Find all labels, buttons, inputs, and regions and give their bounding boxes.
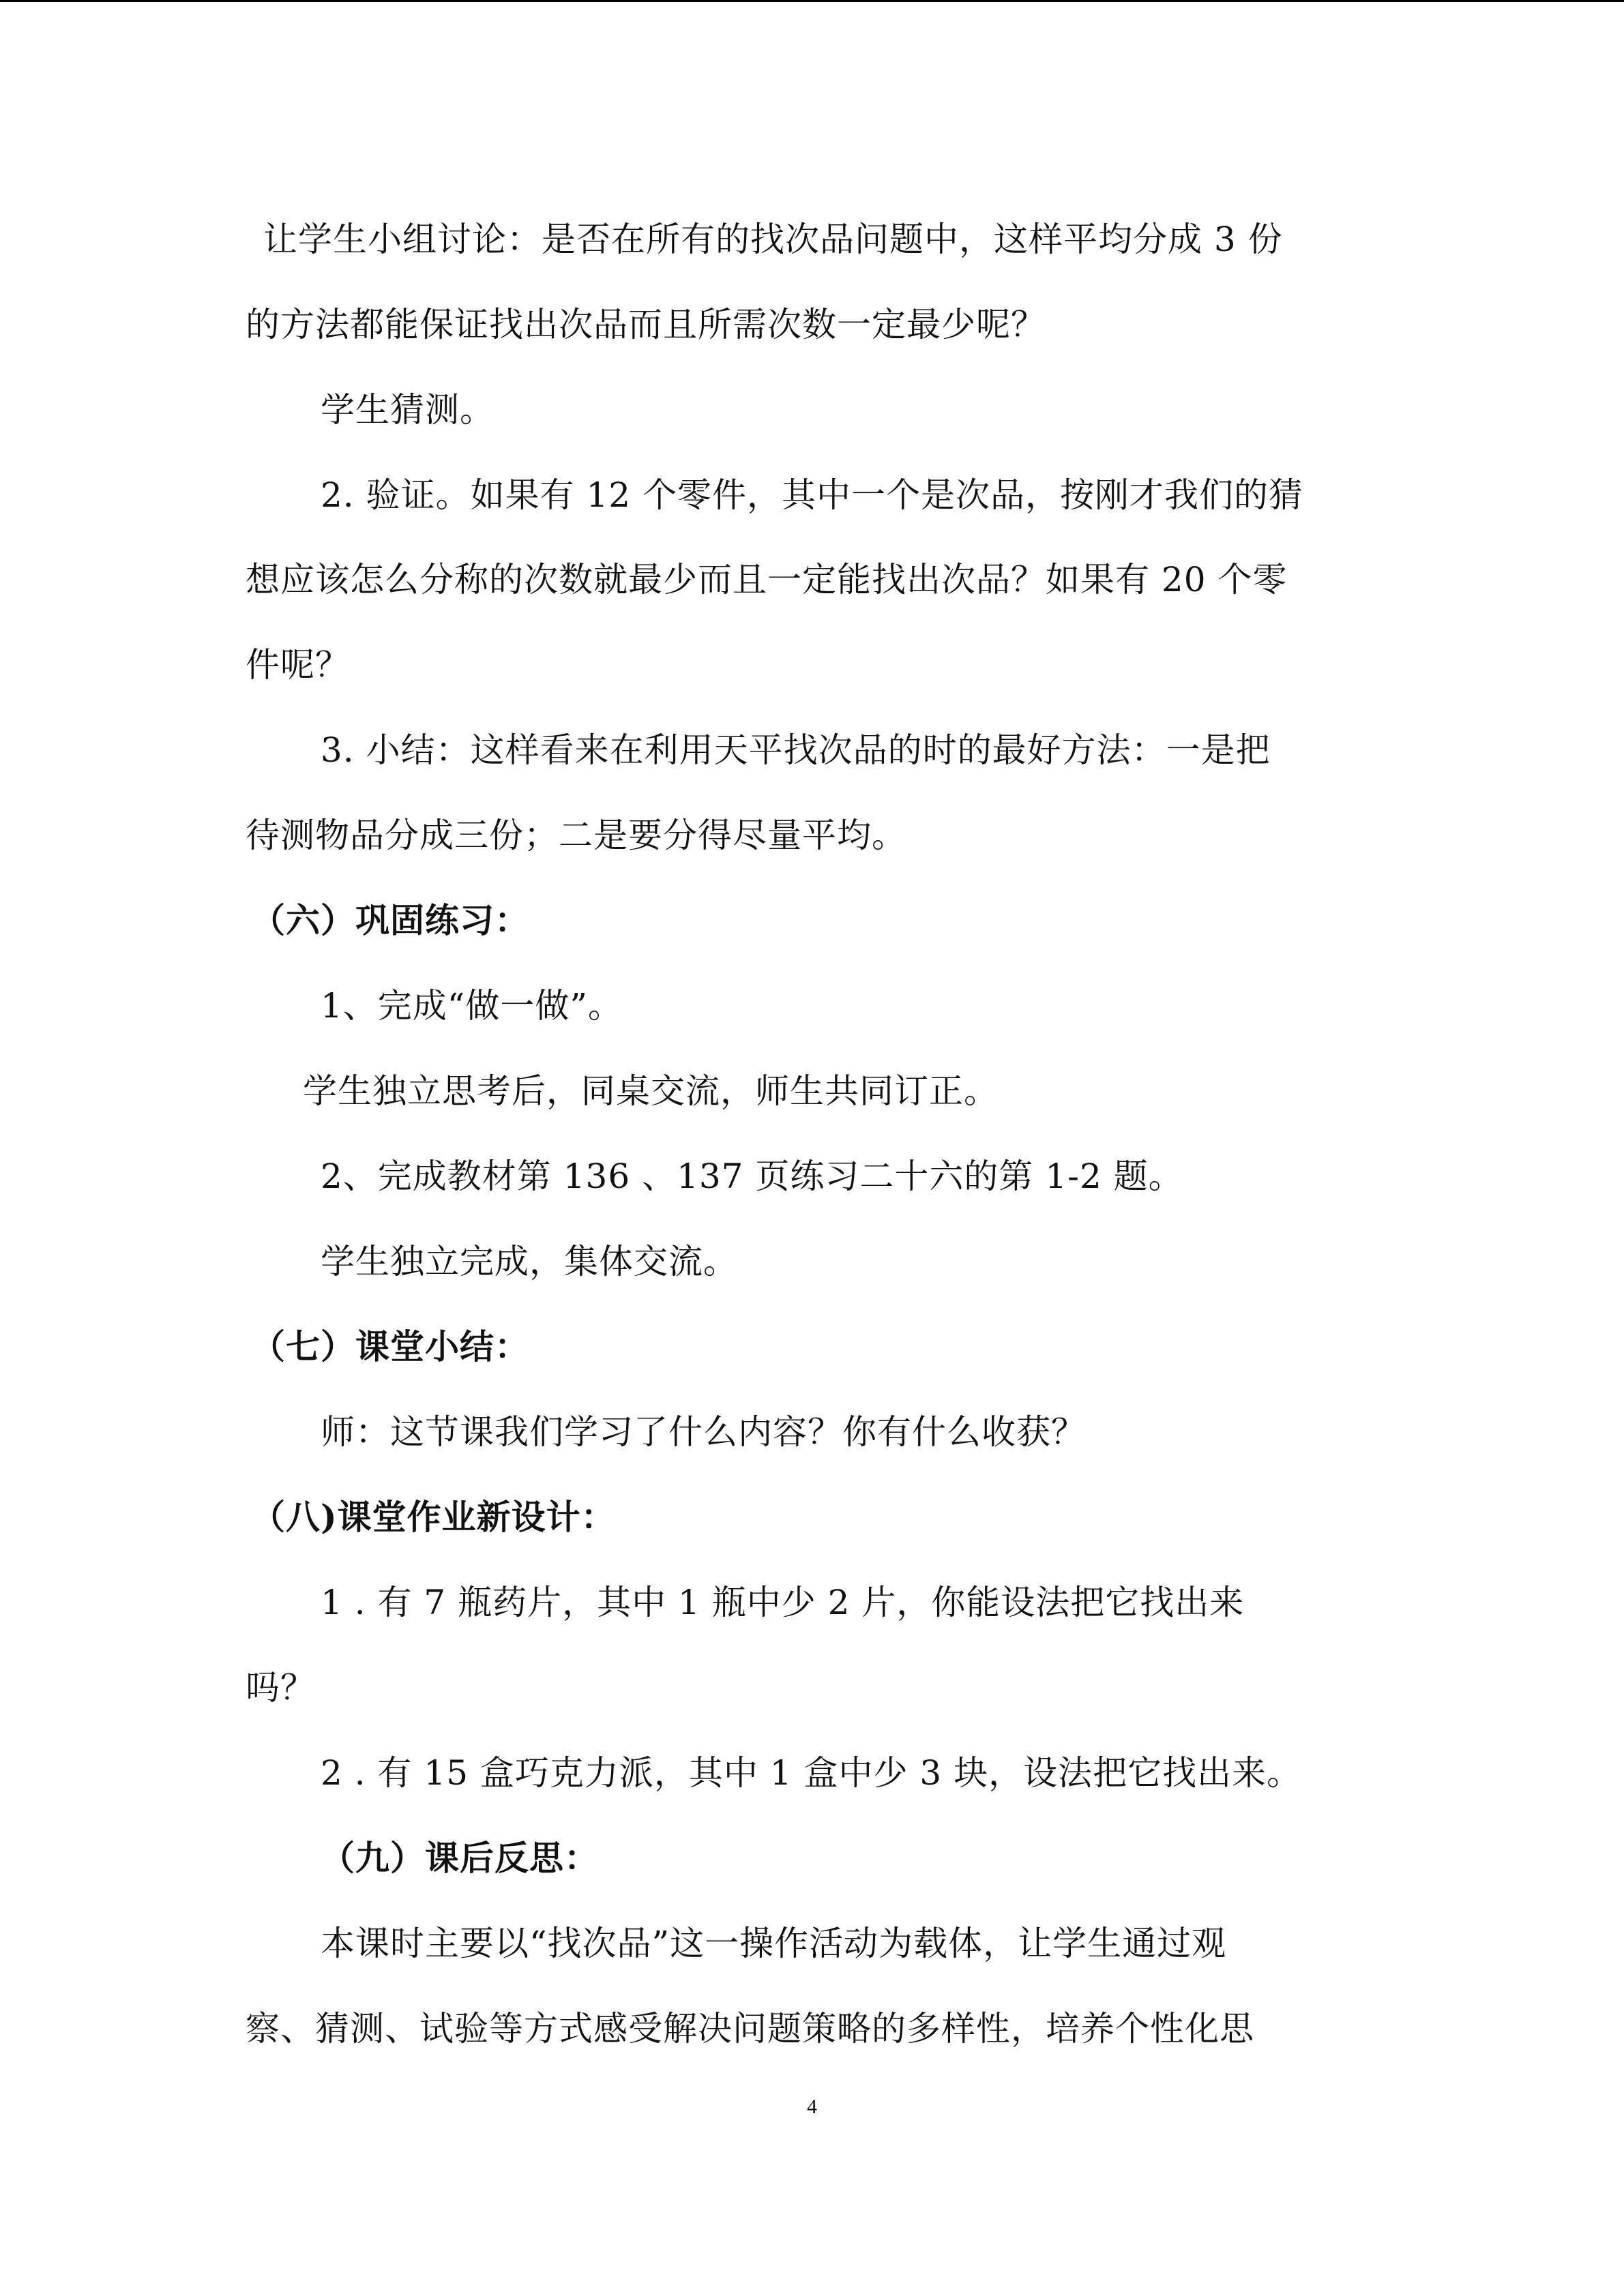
paragraph-line: 的方法都能保证找出次品而且所需次数一定最少呢？ (246, 305, 1046, 344)
paragraph-line: 件呢？ (246, 645, 350, 685)
paragraph-line: 本课时主要以“找次品”这一操作活动为载体，让学生通过观 (321, 1924, 1227, 1963)
paragraph-line: 2. 验证。如果有 12 个零件，其中一个是次品，按刚才我们的猜 (321, 475, 1304, 515)
section-heading: （九）课后反思： (321, 1838, 599, 1878)
section-heading: （六）巩固练习： (251, 900, 529, 940)
paragraph-line: 待测物品分成三份；二是要分得尽量平均。 (246, 816, 906, 855)
paragraph-line: 3. 小结：这样看来在利用天平找次品的时的最好方法：一是把 (321, 730, 1271, 770)
paragraph-line: 吗？ (246, 1668, 315, 1708)
paragraph-line: 学生独立思考后，同桌交流，师生共同订正。 (303, 1071, 999, 1111)
section-heading: （七）课堂小结： (251, 1326, 529, 1367)
paragraph-line: 2、完成教材第 136 、137 页练习二十六的第 1-2 题。 (321, 1157, 1183, 1196)
paragraph-line: 2 . 有 15 盒巧克力派，其中 1 盒中少 3 块，设法把它找出来。 (321, 1753, 1302, 1793)
page-number: 4 (807, 2096, 817, 2118)
paragraph-line: 学生猜测。 (321, 390, 494, 430)
paragraph-line: 学生独立完成，集体交流。 (321, 1242, 738, 1281)
section-heading: （八)课堂作业新设计： (251, 1497, 616, 1537)
paragraph-line: 师：这节课我们学习了什么内容？你有什么收获？ (321, 1412, 1086, 1452)
paragraph-line: 1 . 有 7 瓶药片，其中 1 瓶中少 2 片，你能设法把它找出来 (321, 1583, 1245, 1622)
paragraph-line: 想应该怎么分称的次数就最少而且一定能找出次品？如果有 20 个零 (246, 560, 1288, 599)
paragraph-line: 让学生小组讨论：是否在所有的找次品问题中，这样平均分成 3 份 (263, 220, 1283, 259)
page-top-border (0, 0, 1624, 2)
paragraph-line: 察、猜测、试验等方式感受解决问题策略的多样性，培养个性化思 (246, 2009, 1254, 2048)
paragraph-line: 1、完成“做一做”。 (321, 986, 623, 1026)
